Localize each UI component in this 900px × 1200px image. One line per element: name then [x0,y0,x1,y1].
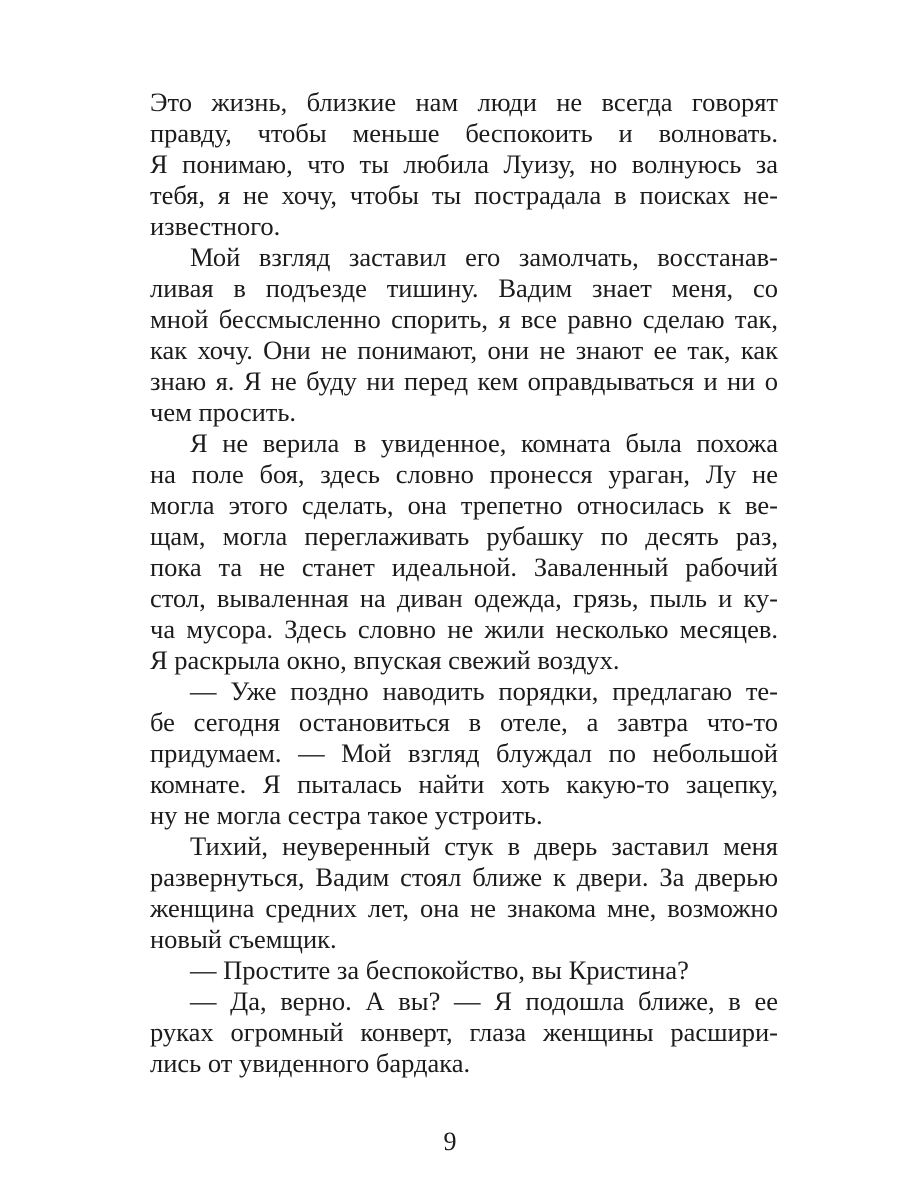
text-line: ну не могла сестра такое устроить. [150,800,543,830]
text-line: ливая в подъезде тишину. Вадим знает меня, со [150,273,778,303]
text-line: Тихий, неуверенный стук в дверь заставил меня [190,831,778,861]
text-line: чем просить. [150,397,297,427]
text-line: Я не верила в увиденное, комната была похожа [190,428,778,458]
text-line: мной бессмысленно спорить, я все равно сделаю так, [150,304,778,334]
text-line: — Простите за беспокойство, вы Кристина? [190,955,689,985]
paragraph [150,242,778,428]
text-line: — Уже поздно наводить порядки, предлагаю те- [190,676,778,706]
text-line: Я понимаю, что ты любила Луизу, но волнуюсь за [150,149,778,179]
text-line: Мой взгляд заставил его замолчать, восстанав- [190,242,778,272]
text-line: новый съемщик. [150,924,337,954]
text-line: Это жизнь, близкие нам люди не всегда говорят [150,87,778,117]
text-line: бе сегодня остановиться в отеле, а завтра что-то [150,707,778,737]
text-line: тебя, я не хочу, чтобы ты пострадала в поисках не- [150,180,778,210]
text-line: придумаем. — Мой взгляд блуждал по небольшой [150,738,778,768]
paragraph [150,676,778,831]
text-line: лись от увиденного бардака. [150,1048,471,1078]
text-line: ча мусора. Здесь словно не жили несколько месяцев. [150,614,778,644]
text-line: стол, вываленная на диван одежда, грязь, пыль и ку- [150,583,778,613]
text-line: развернуться, Вадим стоял ближе к двери. За дверью [150,862,778,892]
page-body-text [150,87,778,1079]
text-line: Я раскрыла окно, впуская свежий воздух. [150,645,620,675]
paragraph [150,428,778,676]
text-line: на поле боя, здесь словно пронесся ураган, Лу не [150,459,778,489]
text-line: комнате. Я пыталась найти хоть какую-то зацепку, [150,769,778,799]
text-line: правду, чтобы меньше беспокоить и волновать. [150,118,778,148]
text-line: руках огромный конверт, глаза женщины расшири- [150,1017,778,1047]
text-line: известного. [150,211,281,241]
text-line: щам, могла переглаживать рубашку по десять раз, [150,521,778,551]
text-line: пока та не станет идеальной. Заваленный рабочий [150,552,778,582]
text-line: знаю я. Я не буду ни перед кем оправдываться и ни о [150,366,778,396]
text-line: — Да, верно. А вы? — Я подошла ближе, в ее [190,986,778,1016]
paragraph [150,955,778,986]
text-line: как хочу. Они не понимают, они не знают ее так, как [150,335,778,365]
page-number: 9 [443,1127,457,1156]
paragraph [150,986,778,1079]
paragraph [150,831,778,955]
text-line: могла этого сделать, она трепетно относилась к ве- [150,490,778,520]
paragraph [150,87,778,242]
text-line: женщина средних лет, она не знакома мне, возможно [150,893,778,923]
